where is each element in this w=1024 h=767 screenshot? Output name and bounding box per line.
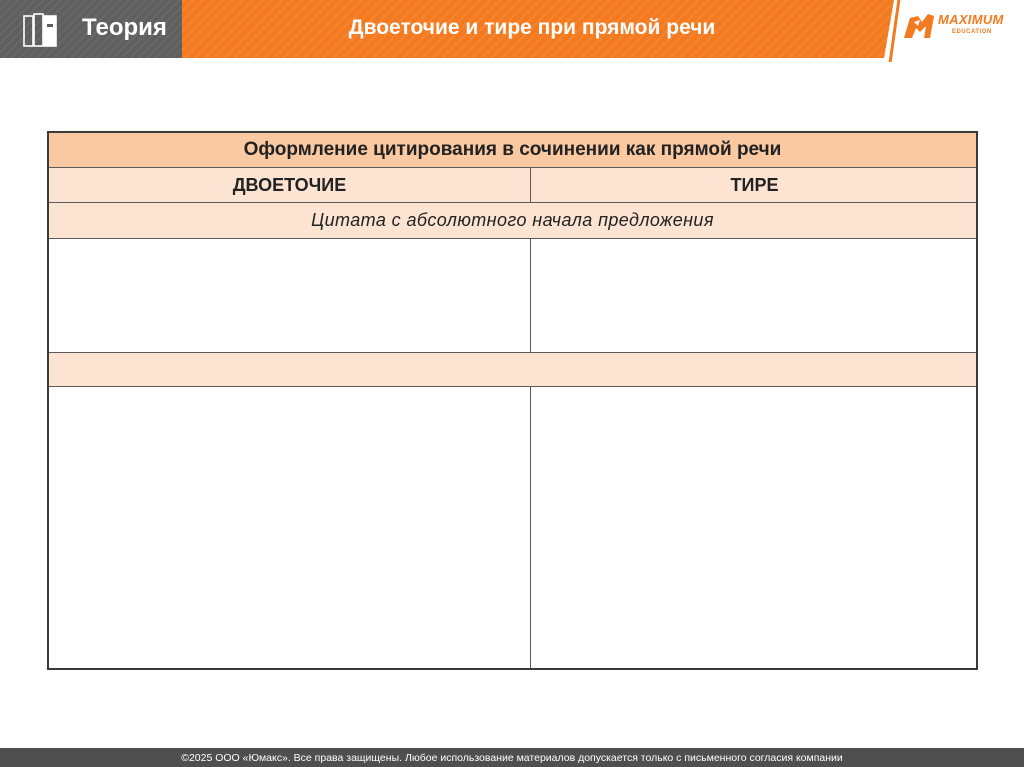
quotation-table (47, 131, 978, 670)
column-header-dash: ТИРЕ (730, 175, 779, 195)
table-header-row (49, 168, 976, 203)
slide-header (0, 0, 1024, 58)
table-cell-colon (49, 239, 531, 352)
table-cell-colon (49, 387, 531, 668)
table-cell-dash (531, 239, 978, 352)
logo-subtext: EDUCATION (952, 29, 992, 35)
table-caption: Цитата с абсолютного начала предложения (49, 203, 976, 239)
slide-title: Двоеточие и тире при прямой речи (348, 16, 716, 39)
books-icon (22, 12, 62, 48)
table-title: Оформление цитирования в сочинении как прямой речи (49, 133, 976, 168)
table-row (49, 239, 976, 353)
copyright-footer: ©2025 ООО «Юмакс». Все права защищены. Любое использование материалов допускается только с письменного согласия компании (0, 748, 1024, 767)
table-row (49, 387, 976, 668)
column-header-colon: ДВОЕТОЧИЕ (49, 168, 531, 203)
table-band (49, 353, 976, 387)
section-title: Теория (82, 14, 167, 41)
table-cell-dash (531, 387, 978, 668)
logo-text: MAXIMUM (938, 12, 1004, 27)
